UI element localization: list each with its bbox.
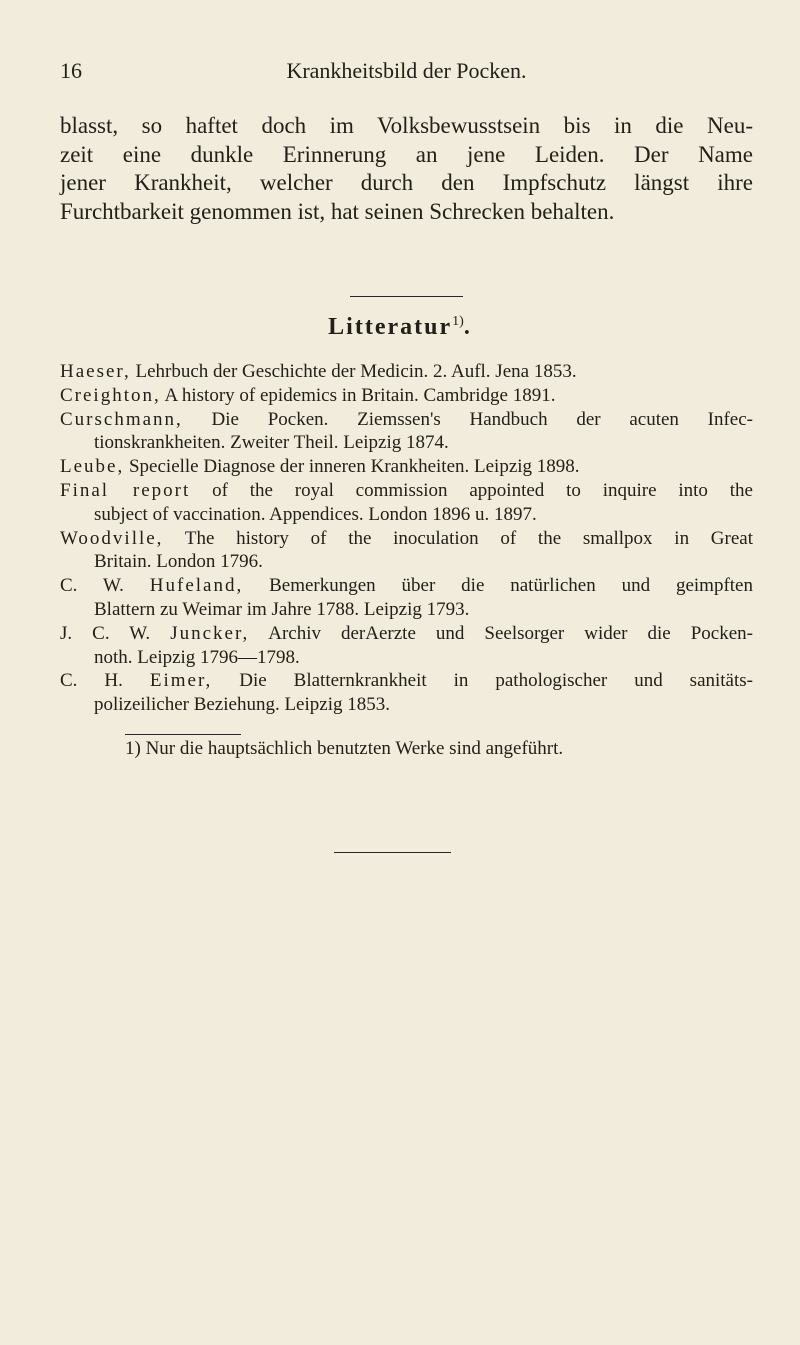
end-rule — [334, 852, 451, 853]
reference-text-cont: noth. Leipzig 1796—1798. — [94, 646, 300, 668]
reference-author: Juncker, — [170, 622, 250, 644]
body-line: jener Krankheit, welcher durch den Impfschutz längst ihre — [60, 170, 753, 195]
body-line: Furchtbarkeit genommen ist, hat seinen Schrecken behalten. — [60, 198, 615, 224]
reference-entry — [60, 360, 753, 384]
reference-text: Specielle Diagnose der inneren Krankheiten. Leipzig 1898. — [124, 456, 580, 478]
reference-initials: J. C. W. — [60, 622, 171, 644]
body-line: blasst, so haftet doch im Volksbewusstsein bis in die Neu- — [60, 113, 753, 138]
footnote: 1) Nur die hauptsächlich benutzten Werke sind angeführt. — [125, 738, 564, 759]
reference-text: Die Pocken. Ziemssen's Handbuch der acuten Infec- — [182, 408, 753, 430]
reference-author: Curschmann, — [60, 408, 183, 430]
reference-text: Archiv derAerzte und Seelsorger wider die Pocken- — [249, 622, 753, 644]
reference-entry — [60, 574, 753, 622]
reference-list — [60, 360, 753, 717]
reference-text-cont: polizeilicher Beziehung. Leipzig 1853. — [94, 694, 390, 716]
page-header — [60, 58, 753, 88]
reference-author: Hufeland, — [149, 575, 244, 597]
reference-entry — [60, 384, 753, 408]
reference-text: of the royal commission appointed to inquire into the — [190, 479, 753, 501]
reference-text-cont: Blattern zu Weimar im Jahre 1788. Leipzig 1793. — [94, 598, 470, 620]
running-head: Krankheitsbild der Pocken. — [286, 58, 527, 83]
reference-entry — [60, 527, 753, 575]
reference-text: Bemerkungen über die natürlichen und geimpften — [243, 575, 753, 597]
reference-initials: C. H. — [60, 670, 150, 692]
reference-author: Haeser, — [60, 361, 131, 382]
reference-author: Final report — [60, 479, 191, 501]
reference-text: A history of epidemics in Britain. Cambridge 1891. — [160, 384, 556, 406]
reference-text-cont: tionskrankheiten. Zweiter Theil. Leipzig 1874. — [94, 432, 449, 454]
reference-text-cont: subject of vaccination. Appendices. London 1896 u. 1897. — [94, 503, 537, 525]
reference-initials: C. W. — [60, 575, 150, 597]
reference-text-cont: Britain. London 1796. — [94, 551, 263, 573]
reference-author: Eimer, — [149, 670, 213, 692]
reference-author: Leube, — [60, 456, 125, 478]
reference-entry — [60, 408, 753, 456]
page-number: 16 — [60, 58, 82, 83]
body-paragraph — [60, 112, 753, 226]
reference-entry — [60, 669, 753, 717]
section-title-text: Litteratur — [328, 314, 453, 340]
reference-entry — [60, 455, 753, 479]
reference-entry — [60, 479, 753, 527]
reference-text: Lehrbuch der Geschichte der Medicin. 2. Aufl. Jena 1853. — [130, 361, 577, 382]
body-line: zeit eine dunkle Erinnerung an jene Leiden. Der Name — [60, 141, 753, 167]
reference-author: Creighton, — [60, 384, 161, 406]
footnote-rule — [125, 734, 241, 735]
reference-entry — [60, 622, 753, 670]
reference-author: Woodville, — [60, 527, 164, 549]
reference-text: The history of the inoculation of the smallpox in Great — [163, 527, 753, 549]
section-title: Litteratur$^{1)}$. — [328, 314, 472, 340]
reference-text: Die Blatternkrankheit in pathologischer und sanitäts- — [212, 670, 753, 692]
footnote-mark: 1) — [452, 314, 464, 329]
section-divider — [350, 296, 463, 297]
